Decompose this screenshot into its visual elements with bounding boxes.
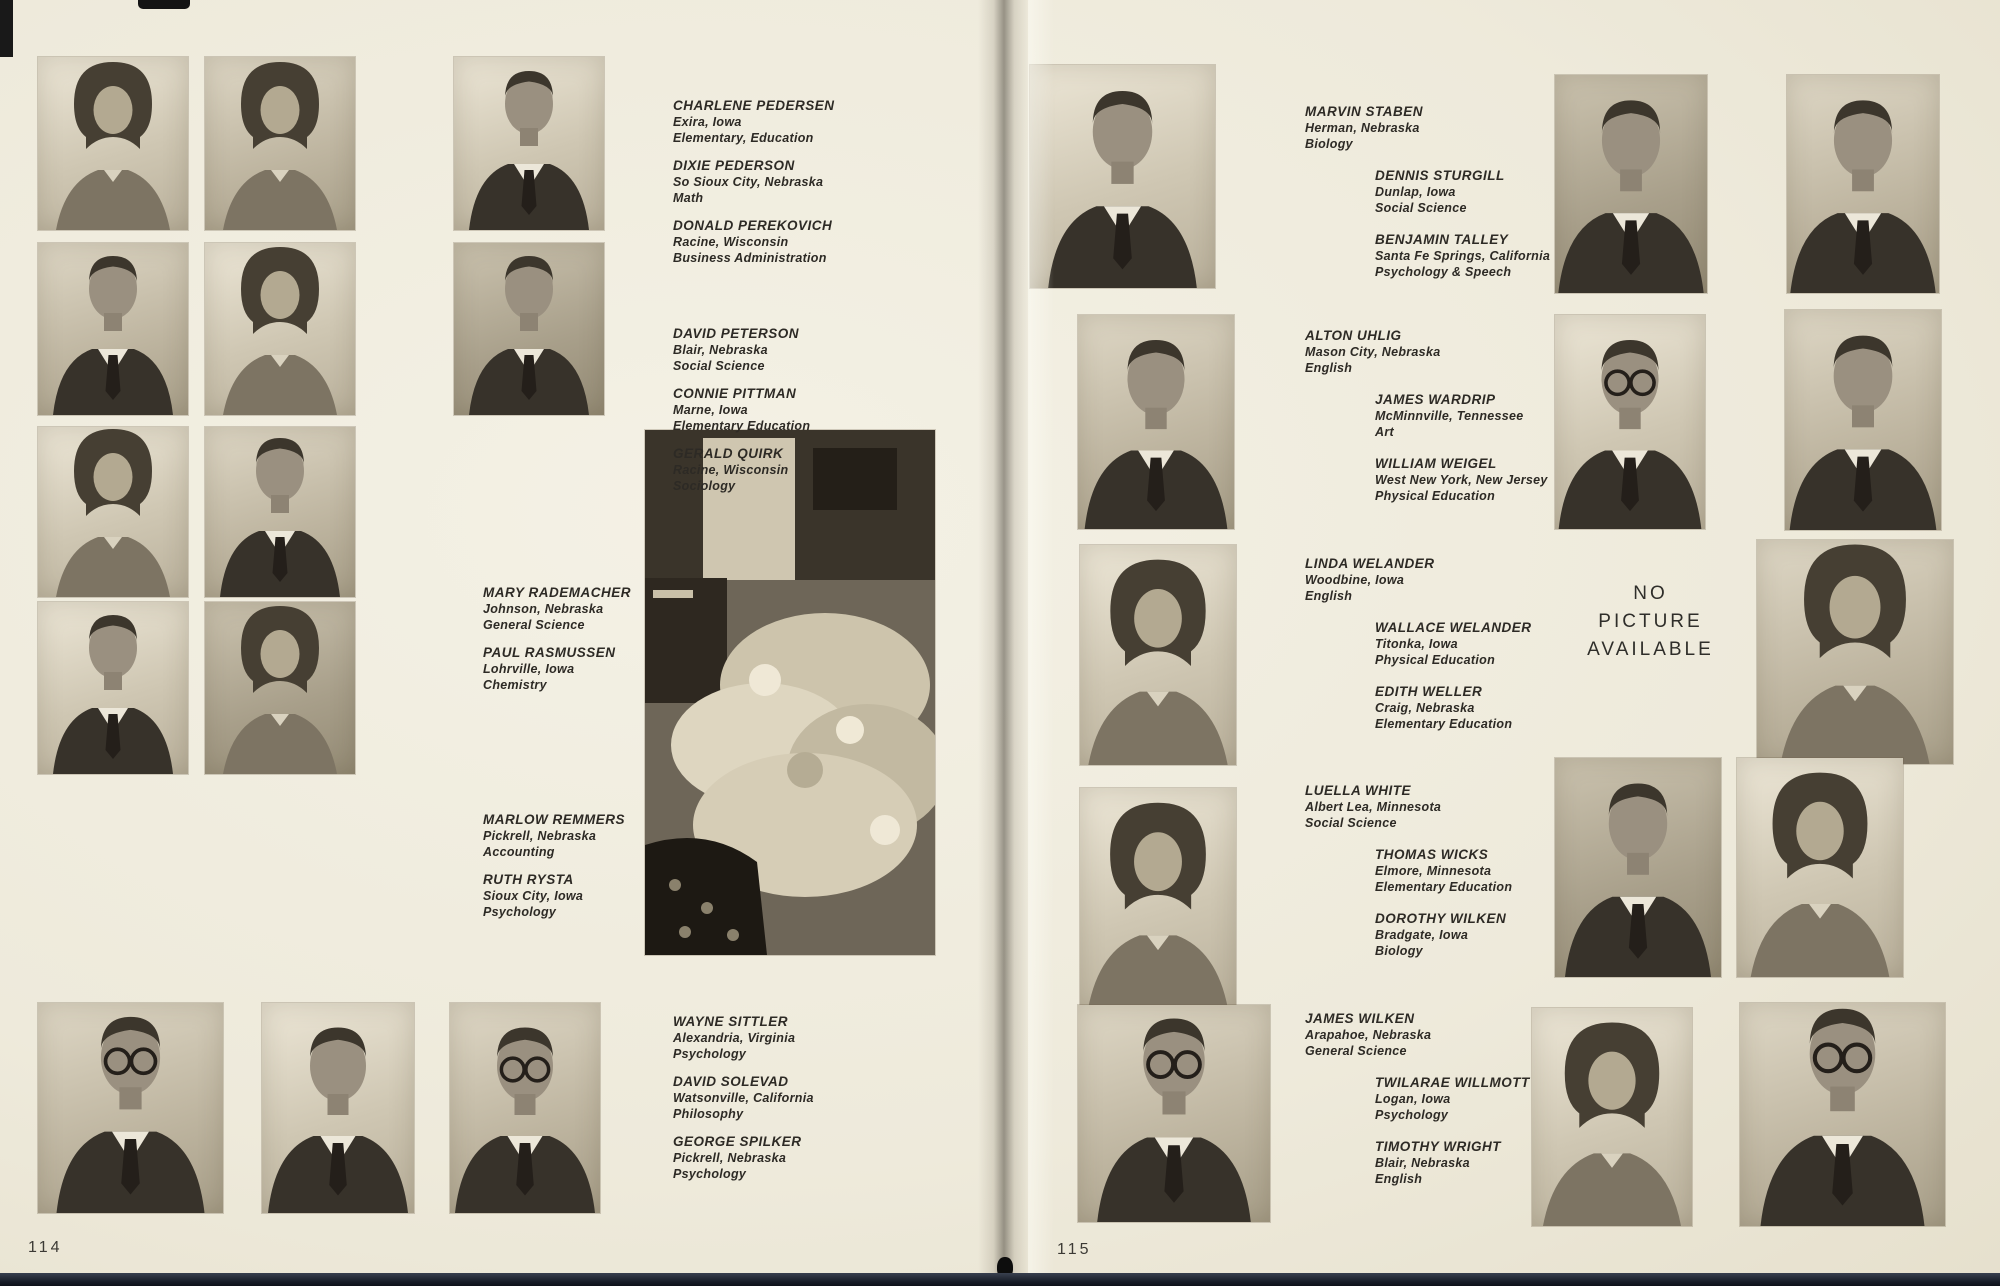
portrait-photo [38,1003,223,1213]
portrait-photo [1080,545,1236,765]
student-name: DONALD PEREKOVICH [673,218,833,233]
student-major: English [1305,361,1353,375]
yearbook-entry [1375,1139,1595,1187]
student-hometown: So Sioux City, Nebraska [673,175,824,189]
student-major: Art [1375,425,1394,439]
student-hometown: Bradgate, Iowa [1375,928,1469,942]
yearbook-entry [483,812,668,860]
student-major: English [1375,1172,1423,1186]
student-hometown: Watsonville, California [673,1091,814,1105]
entry-block [483,812,668,932]
student-major: Psychology [1375,1108,1449,1122]
student-major: Business Administration [673,251,827,265]
student-name: CHARLENE PEDERSEN [673,98,835,113]
student-hometown: Woodbine, Iowa [1305,573,1405,587]
student-major: Accounting [483,845,555,859]
student-name: TWILARAE WILLMOTT [1375,1075,1530,1090]
student-major: Physical Education [1375,653,1496,667]
page-number-right: 115 [1057,1241,1092,1258]
yearbook-entry [1375,620,1595,668]
student-name: LINDA WELANDER [1305,556,1435,571]
student-name: JAMES WILKEN [1305,1011,1415,1026]
page-number-left: 114 [28,1239,63,1256]
student-major: English [1305,589,1353,603]
student-name: EDITH WELLER [1375,684,1483,699]
student-hometown: Logan, Iowa [1375,1092,1451,1106]
student-name: CONNIE PITTMAN [673,386,797,401]
student-major: Chemistry [483,678,547,692]
student-major: Social Science [1305,816,1397,830]
student-name: JAMES WARDRIP [1375,392,1496,407]
yearbook-entry [1305,1011,1595,1059]
student-name: DAVID PETERSON [673,326,800,341]
yearbook-entry [1375,456,1595,504]
entry-block [1305,556,1595,748]
student-name: GERALD QUIRK [673,446,784,461]
yearbook-entry [673,158,893,206]
yearbook-entry [1375,232,1595,280]
student-name: ALTON UHLIG [1305,328,1402,343]
student-hometown: Sioux City, Iowa [483,889,584,903]
portrait-photo [38,57,188,230]
student-major: General Science [483,618,585,632]
student-hometown: Pickrell, Nebraska [673,1151,787,1165]
student-major: General Science [1305,1044,1407,1058]
student-name: DIXIE PEDERSON [673,158,795,173]
no-picture-line: PICTURE [1598,611,1703,632]
book-bottom-edge [0,1273,2000,1286]
student-hometown: Racine, Wisconsin [673,463,789,477]
yearbook-entry [673,98,893,146]
page-gutter-highlight [1028,0,1054,1286]
portrait-photo [1757,540,1953,764]
student-name: BENJAMIN TALLEY [1375,232,1509,247]
portrait-photo [205,57,355,230]
student-hometown: Arapahoe, Nebraska [1305,1028,1432,1042]
portrait-photo [1785,310,1941,530]
yearbook-entry [1375,168,1595,216]
student-major: Psychology [673,1167,747,1181]
portrait-photo [454,243,604,415]
portrait-photo [1740,1003,1945,1226]
student-major: Social Science [1375,201,1467,215]
student-name: MARY RADEMACHER [483,585,632,600]
yearbook-entry [1375,392,1595,440]
yearbook-entry [673,446,893,494]
yearbook-entry [673,326,893,374]
student-major: Physical Education [1375,489,1496,503]
student-name: DAVID SOLEVAD [673,1074,789,1089]
portrait-photo [38,243,188,415]
student-major: Psychology [673,1047,747,1061]
portrait-photo [1030,65,1215,288]
portrait-photo [450,1003,600,1213]
student-major: Elementary Education [673,419,811,433]
yearbook-entry [673,218,893,266]
entry-block [673,1014,893,1194]
student-major: Elementary, Education [673,131,814,145]
yearbook-entry [483,645,668,693]
student-name: LUELLA WHITE [1305,783,1411,798]
yearbook-entry [1375,684,1595,732]
entry-block [1305,104,1595,296]
student-hometown: Marne, Iowa [673,403,748,417]
student-hometown: Johnson, Nebraska [483,602,604,616]
student-name: MARLOW REMMERS [483,812,625,827]
student-major: Sociology [673,479,736,493]
student-hometown: Lohrville, Iowa [483,662,575,676]
student-hometown: Craig, Nebraska [1375,701,1475,715]
yearbook-entry [1305,328,1595,376]
scan-artifact [138,0,190,9]
student-hometown: Exira, Iowa [673,115,742,129]
yearbook-entry [673,1014,893,1062]
student-hometown: Mason City, Nebraska [1305,345,1441,359]
student-hometown: Blair, Nebraska [1375,1156,1470,1170]
portrait-photo [38,602,188,774]
portrait-photo [454,57,604,230]
student-major: Elementary Education [1375,717,1513,731]
yearbook-entry [673,1074,893,1122]
student-hometown: McMinnville, Tennessee [1375,409,1524,423]
student-name: WALLACE WELANDER [1375,620,1532,635]
student-major: Biology [1305,137,1353,151]
entry-block [1305,1011,1595,1203]
student-name: MARVIN STABEN [1305,104,1424,119]
yearbook-entry [1305,556,1595,604]
student-hometown: West New York, New Jersey [1375,473,1548,487]
student-major: Psychology & Speech [1375,265,1512,279]
portrait-photo [1080,788,1236,1009]
portrait-photo [1078,315,1234,529]
portrait-photo [262,1003,414,1213]
portrait-photo [1787,75,1939,293]
entry-block [1305,328,1595,520]
student-name: THOMAS WICKS [1375,847,1489,862]
yearbook-entry [1375,1075,1595,1123]
student-hometown: Racine, Wisconsin [673,235,789,249]
student-name: DOROTHY WILKEN [1375,911,1507,926]
student-hometown: Santa Fe Springs, California [1375,249,1551,263]
yearbook-entry [673,386,893,434]
yearbook-entry [483,872,668,920]
yearbook-entry [673,1134,893,1182]
yearbook-entry [1305,104,1595,152]
student-name: RUTH RYSTA [483,872,574,887]
student-major: Psychology [483,905,557,919]
yearbook-entry [1375,847,1595,895]
student-hometown: Elmore, Minnesota [1375,864,1492,878]
entry-block [673,98,893,278]
student-name: WILLIAM WEIGEL [1375,456,1497,471]
student-name: DENNIS STURGILL [1375,168,1505,183]
student-hometown: Pickrell, Nebraska [483,829,597,843]
no-picture-line: AVAILABLE [1587,639,1714,660]
student-major: Social Science [673,359,765,373]
student-name: TIMOTHY WRIGHT [1375,1139,1501,1154]
yearbook-entry [483,585,668,633]
portrait-photo [205,243,355,415]
candid-photo-paper-pile [645,430,935,955]
student-name: PAUL RASMUSSEN [483,645,616,660]
student-hometown: Albert Lea, Minnesota [1305,800,1442,814]
scan-artifact [0,0,13,57]
student-name: GEORGE SPILKER [673,1134,802,1149]
page-gutter-shadow [978,0,1030,1286]
student-major: Biology [1375,944,1423,958]
student-major: Elementary Education [1375,880,1513,894]
portrait-photo [38,427,188,597]
student-hometown: Herman, Nebraska [1305,121,1420,135]
yearbook-entry [1375,911,1595,959]
student-hometown: Dunlap, Iowa [1375,185,1456,199]
student-major: Philosophy [673,1107,744,1121]
entry-block [483,585,668,705]
student-major: Math [673,191,704,205]
student-hometown: Blair, Nebraska [673,343,768,357]
portrait-photo [205,427,355,597]
yearbook-entry [1305,783,1595,831]
no-picture-line: NO [1633,583,1668,604]
student-hometown: Alexandria, Virginia [673,1031,796,1045]
portrait-photo [1737,758,1903,977]
student-name: WAYNE SITTLER [673,1014,789,1029]
entry-block [673,326,893,506]
student-hometown: Titonka, Iowa [1375,637,1458,651]
entry-block [1305,783,1595,975]
portrait-photo [205,602,355,774]
portrait-photo [1078,1005,1270,1222]
